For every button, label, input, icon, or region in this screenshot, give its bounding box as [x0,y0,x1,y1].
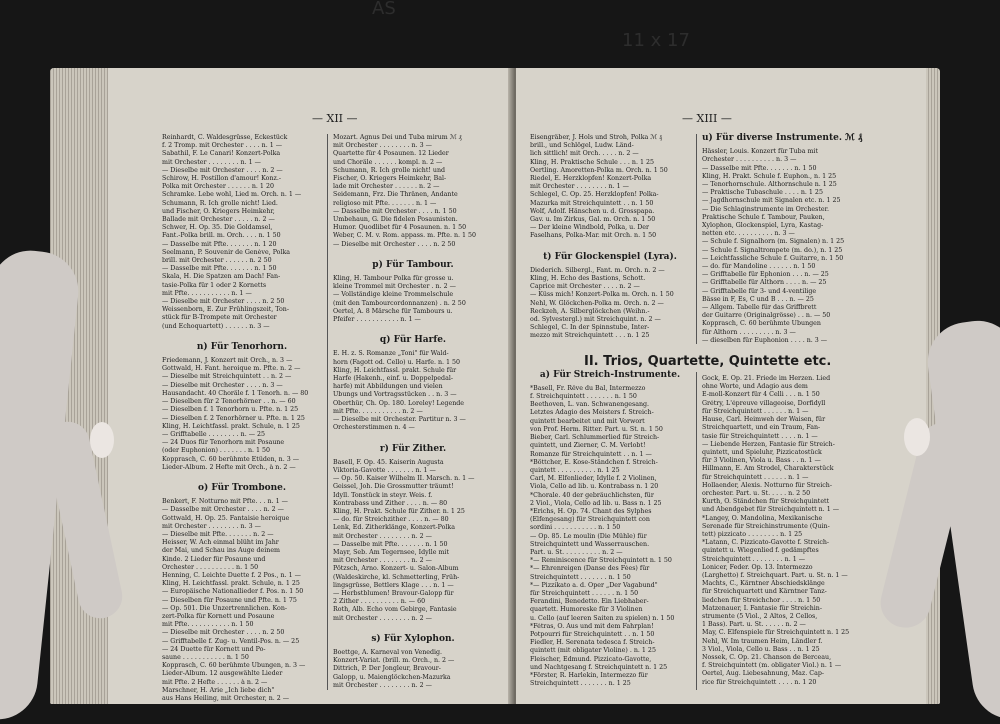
catalog-entry: — Dasselbe mit Pfte. . . . . . . n. 1 50 [333,540,448,548]
catalog-entry: für Althorn . . . . . . . . . n. 3 — [702,328,796,336]
catalog-entry: Humor. Quodlibet für 4 Posaunen. n. 1 50 [333,224,467,232]
catalog-entry: Schlegel, C. In der Spinnstube, Inter- [530,324,650,332]
catalog-entry: Matzenauer, I. Fantasie für Streichin- [702,604,822,612]
catalog-entry: Basell, F. Op. 45. Kaiserin Augusta [333,458,444,466]
catalog-entry: quartett. Humoreske für 3 Violinen [530,606,643,614]
catalog-entry: mit Pfte. . . . . . . . . . . n. 2 — [333,407,423,415]
catalog-entry: *Fétras, O. Aus und mit dem Fahrplan! [530,622,654,630]
catalog-entry: saune . . . . . . . . . . . n. 1 50 [162,653,249,661]
catalog-entry: Kopprasch, C. 60 berühmte Etüden, n. 3 — [162,455,300,463]
catalog-entry: — Op. 50. Kaiser Wilhelm II. Marsch. n. 1 — [333,475,475,483]
catalog-entry: Umbehaun, G. Die fidelen Posaunisten. [333,216,458,224]
section-heading: q) Für Harfe. [379,335,447,346]
catalog-entry: — Dieselbe mit Streichquintett . . n. 2 — [162,373,292,381]
catalog-entry: Seidemann, Frz. Die Thränen, Andante [333,191,458,199]
catalog-entry: Streichquintett und Wasserrauschen. [530,540,650,548]
catalog-entry: liedchen für Streichchor . . . . n. 1 50 [702,596,821,604]
right-page [516,68,940,704]
catalog-entry: 1 Bass). Part. u. St. . . . . . n. 2 — [702,621,806,629]
catalog-entry: (Larghetto) f. Streichquart. Part. u. St. n. 1 — [702,571,848,579]
catalog-entry: für Streichquartett und Kärntner Tanz- [702,588,827,596]
catalog-entry: und Choräle . . . . . . kompl. n. 2 — [333,158,443,166]
catalog-entry: Orchester . . . . . . . . . . n. 1 50 [162,563,259,571]
catalog-entry: Reinhardt, C. Waldesgrüsse, Eckestück [162,134,288,141]
left-column-2 [333,134,493,690]
catalog-entry: Viktoria-Gavotte . . . . . . . n. 1 — [333,466,436,474]
catalog-entry: — Allgem. Tabelle für das Griffbrett [702,304,817,312]
catalog-entry: — Dasselbe mit Orchester . . . . n. 1 50 [333,207,457,215]
catalog-entry: kleine Trommel mit Orchester . n. 2 — [333,283,456,291]
catalog-entry: Kling, H. Leichtfassl. prakt. Schule für [333,366,457,374]
catalog-entry: Schumann, R. Ich grolle nicht! und [333,166,446,174]
catalog-entry: Boettge, A. Karneval von Venedig. [333,648,443,656]
catalog-entry: Wolf, Adolf. Hänschen u. d. Grosspapa. [530,207,655,215]
catalog-entry: und Abendgebet für Streichquintett n. 1 — [702,506,839,514]
catalog-entry: Hillmann, E. Am Strodel, Charakterstück [702,465,834,473]
catalog-entry: Fant.-Polka brill. m. Orch. . . . n. 1 50 [162,232,281,240]
catalog-entry: — do. für Mandoline . . . . . . n. 1 50 [702,263,816,271]
catalog-entry: *Böttcher, E. Kose-Ständchen f. Streich- [530,458,658,466]
catalog-entry: Schwer, H. Op. 35. Die Goldamsel, [162,224,273,232]
column-divider-right [696,134,697,344]
catalog-entry: mit Orchester . . . . . . . . n. 1 — [530,183,629,191]
catalog-entry: — Die Schlaginstrumente im Orchester. [702,205,829,213]
catalog-entry: Orchester . . . . . . . . . . n. 3 — [702,156,797,164]
catalog-entry: *Erichs, H. Op. 74. Chant des Sylphes [530,507,652,515]
catalog-entry: — 24 Duos für Tenorhorn mit Posaune [162,439,285,447]
catalog-entry: Polka mit Orchester . . . . . . n. 1 20 [162,183,274,191]
catalog-entry: der Mai, und Schau ins Auge deinem [162,547,281,555]
catalog-entry: — Der kleine Windbold, Polka, u. Der [530,224,649,232]
catalog-entry: Kling, H. Echo des Bastions, Schott. [530,275,646,283]
catalog-entry: mezzo mit Streichquintett . . . n. 1 25 [530,332,650,340]
catalog-entry: f. Streichquintett (m. obligater Viol.) n. 1 — [702,662,842,670]
catalog-entry: — Grifftabelle für Althorn . . . . n. — 25 [702,279,827,287]
catalog-entry: *— Pizzikato a. d. Oper „Der Vagabund" [530,581,658,589]
catalog-entry: und Nachtgesang f. Streichquintett n. 1 25 [530,663,668,671]
catalog-entry: Reckzeh, A. Silberglöckchen (Weihn.- [530,307,650,315]
section-heading: u) Für diverse Instrumente. ℳ ₰ [702,133,863,143]
catalog-entry: Schlegel, C. Op. 25. Herzklopfen! Polka- [530,191,659,199]
catalog-entry: Kling, H. Prakt. Schule f. Euphon., n. 1 25 [702,172,837,180]
catalog-entry: od. Sylvestergl.) mit Streichquint. n. 2 — [530,316,661,324]
watermark-top: AS [372,0,396,19]
catalog-entry: Letztes Adagio des Meisters f. Streich- [530,409,654,417]
catalog-entry: Streichquintett . . . . . . . . n. 1 — [702,555,806,563]
catalog-entry: Konzert-Variat. (brill. m. Orch., n. 2 — [333,657,455,665]
catalog-entry: tasie-Polka für 1 oder 2 Kornetts [162,281,267,289]
catalog-entry: Oertling. Amoretten-Polka m. Orch. n. 1 50 [530,166,668,174]
catalog-entry: Diederich. Silbergl., Fant. m. Orch. n. 2 — [530,266,665,274]
catalog-entry: Potpourri für Streichquintett . . n. 1 50 [530,630,655,638]
catalog-entry: Kling, H. Leichtfassl. prakt. Schule, n. 1 25 [162,580,300,588]
catalog-entry: Seelmann, P. Souvenir de Genève, Polka [162,248,291,256]
catalog-entry: f. Streichquintett . . . . . . . n. 1 50 [530,393,637,401]
catalog-entry: Kopprasch, C. 60 berühmte Übungen [702,320,821,328]
catalog-entry: Sabathil, F. Le Canari! Konzert-Polka [162,150,281,158]
catalog-entry: Hausandacht. 40 Choräle f. 1 Tenorh. n. — 80 [162,389,309,397]
catalog-entry: quintett . . . . . . . . . . n. 1 25 [530,466,620,474]
section-heading: n) Für Tenorhorn. [196,341,288,352]
catalog-entry: *Latann, C. Pizzicato-Gavotte f. Streich- [702,539,830,547]
catalog-entry: Nehl, W. Glöckchen-Polka m. Orch. n. 2 — [530,299,664,307]
catalog-entry: f. 2 Tromp. mit Orchester . . . . n. 1 — [162,142,282,150]
catalog-entry: mit Orchester . . . . . . . . n. 3 — [333,142,432,150]
catalog-entry: Kling, H. Prakt. Schule für Zither. n. 1 25 [333,507,465,515]
catalog-entry: für Streichquintett . . . . . . n. 1 — [702,407,809,415]
catalog-entry: harfe) mit Abbildungen und vielen [333,383,443,391]
catalog-entry: — Europäische Nationallieder f. Pos. n. 1 50 [162,588,304,596]
catalog-entry: (Elfengesang) für Streichquintett con [530,516,650,524]
catalog-entry: — Grifftabelle für 3- und 4-ventilige [702,287,817,295]
section-heading: a) Für Streich-Instrumente. [539,369,681,380]
catalog-entry: Übungs und Vortragsstücken . . n. 3 — [333,391,457,399]
catalog-entry: Riedel, E. Herzklopfen! Konzert-Polka [530,175,652,183]
catalog-entry: netten etc. . . . . . . . . . n. 3 — [702,230,795,238]
catalog-entry: Serenade für Streichinstrumente (Quin- [702,522,830,530]
catalog-entry: Part. u. St. . . . . . . . . . n. 2 — [530,548,623,556]
catalog-entry: religioso mit Pfte. . . . . . . n. 1 — [333,199,437,207]
catalog-entry: Schirow, H. Postillon d'amour! Konz.- [162,175,281,183]
catalog-entry: — Op. 501. Die Unzertrennlichen. Kon- [162,604,288,612]
catalog-entry: mit Pfte. 2 Hefte . . . . . . à n. 2 — [162,678,268,686]
left-page [50,68,512,704]
catalog-entry: Streichquintett . . . . . . . n. 1 50 [530,573,631,581]
catalog-entry: Mozart. Agnus Dei und Tuba mirum ℳ ₰ [333,134,462,141]
watermark-bottom: 11 x 17 [622,30,690,51]
catalog-entry: — Dieselben für Posaune und Pfte. n. 1 75 [162,596,297,604]
catalog-entry: Ballade mit Orchester . . . . . n. 2 — [162,216,275,224]
catalog-entry: Hässler, Louis. Konzert für Tuba mit [702,148,818,156]
catalog-entry: Fiedler, H. Serenata tedesca f. Streich- [530,639,655,647]
catalog-entry: Caprice mit Orchester . . . . n. 2 — [530,283,640,291]
catalog-entry: Heisser, W. Ach einmal blüht im Jahr [162,539,279,547]
catalog-entry: — Dieselbe mit Orchester . . . . n. 2 50 [162,629,285,637]
catalog-entry: Xylophon, Glockenspiel, Lyra, Kastag- [702,222,824,230]
catalog-entry: stück für B-Trompete mit Orchester [162,314,277,322]
catalog-entry: tasie für Streichquintett . . . . n. 1 — [702,432,818,440]
catalog-entry: — Vollständige kleine Trommelschule [333,291,454,299]
catalog-entry: quintett, und Spieluhr, Pizzicatostück [702,448,822,456]
open-book [50,68,940,704]
catalog-entry: — Dasselbe mit Pfte. . . . . . . n. 1 50 [702,164,817,172]
catalog-entry: — Dieselben für 2 Tenorhörner . . n. — 60 [162,398,296,406]
section-heading: r) Für Zither. [379,443,447,454]
catalog-entry: 2 Zither . . . . . . . . . . n. — 60 [333,598,426,606]
catalog-entry: brill., und Schlögel, Ludw. Länd- [530,142,634,150]
catalog-entry: Gottwald, H. Fant. heroique m. Pfte. n. 2 — [162,365,301,373]
section-heading: p) Für Tambour. [372,259,454,270]
catalog-entry: — Jagdhornschule mit Signalen etc. n. 1 25 [702,197,841,205]
catalog-entry: — Schule f. Signalhorn (m. Signalen) n. 1 25 [702,238,845,246]
right-column-2 [702,134,862,687]
catalog-entry: — Grifftabelle für Ephonion . . . n. — 25 [702,271,829,279]
catalog-entry: *Chorale. 40 der gebräuchlichsten, für [530,491,654,499]
catalog-entry: — Schule f. Signaltrompete (m. do.), n. 1 25 [702,246,843,254]
catalog-entry: Fleischer, Edmund. Pizzicato-Gavotte, [530,655,652,663]
catalog-entry: lade mit Orchester . . . . . . n. 2 — [333,183,440,191]
catalog-entry: Harfe (Hakenh., einf. u. Doppelpedal- [333,375,453,383]
catalog-entry: Benkert, F. Notturno mit Pfte. . . n. 1 — [162,498,288,506]
catalog-entry: ohne Worte, und Adagio aus dem [702,383,808,391]
catalog-entry: — Dieselben f. 1 Tenorhorn u. Pfte. n. 1 25 [162,406,299,414]
catalog-entry: Faselhans, Polka-Mar. mit Orch. n. 1 50 [530,232,657,240]
section-heading: o) Für Trombone. [197,482,287,493]
catalog-entry: Pfeifer . . . . . . . . . . . n. 1 — [333,316,421,324]
catalog-entry: Nossek, C. Op. 21. Chanson de Berceau, [702,653,832,661]
catalog-entry: (Waldeskirche, kl. Schmetterling, Früh- [333,573,460,581]
catalog-entry: Kling, H. Tambour Polka für grosse u. [333,275,454,283]
catalog-entry: Galopp, u. Maienglöckchen-Mazurka [333,673,451,681]
catalog-entry: quintett (mit obligater Violine) . n. 1 25 [530,647,656,655]
catalog-entry: der Guitarre (Originalgrösse) . . n. — 50 [702,312,831,320]
catalog-entry: Quartette für 4 Posaunen. 12 Lieder [333,150,449,158]
catalog-entry: — Tenorhornschule. Althornschule n. 1 25 [702,181,837,189]
catalog-entry: Mazurka mit Streichquintett . . n. 1 50 [530,199,654,207]
catalog-entry: — Grifftabelle f. Zug- u. Ventil-Pos. n. — 25 [162,637,300,645]
right-column-1 [530,134,690,688]
catalog-entry: und Fischer, O. Kriegers Heimkehr, [162,207,275,215]
catalog-entry: (oder Euphonion) . . . . . . . n. 1 50 [162,447,271,455]
catalog-entry: Viola, Cello ad lib. u. Kontrabass n. 1 20 [530,483,659,491]
catalog-entry: zert-Polka für Kornett und Posaune [162,612,275,620]
catalog-entry: lingsgrüsse, Bettlers Klage . . . n. 1 — [333,581,454,589]
section-heading: II. Trios, Quartette, Quintette etc. [584,354,832,369]
catalog-entry: 3 Viol., Viola, Cello u. Bass . . n. 1 25 [702,645,820,653]
catalog-entry: — Dieselbe mit Orchester . . . . n. 2 50 [162,298,285,306]
catalog-entry: — Dieselbe mit Orchester . . . . n. 3 — [162,381,283,389]
left-column-1 [162,134,322,703]
catalog-entry: — Praktische Tubaschule . . . . n. 1 25 [702,189,823,197]
catalog-entry: mit Orchester . . . . . . . . n. 2 — [333,557,432,565]
catalog-entry: Grétry, L'épreuve villageoise, Dorfidyll [702,399,826,407]
catalog-entry: Lonicer, Feder. Op. 13. Intermezzo [702,563,813,571]
catalog-entry: Machts, C., Kärntner Abschiedsklänge [702,580,825,588]
catalog-entry: Schumann, R. Ich grolle nicht! Lied. [162,199,278,207]
catalog-entry: Fischer, O. Kriegers Heimkehr, Bal- [333,175,447,183]
catalog-entry: Gock, E. Op. 21. Friede im Herzen. Lied [702,375,831,383]
page-number-right: — XIII — [682,112,732,125]
section-heading: s) Für Xylophon. [371,633,455,644]
catalog-entry: 2 Viol., Viola, Cello ad lib. u. Bass n. 1 25 [530,499,662,507]
right-thumbnail [904,418,930,456]
catalog-entry: E-moll-Konzert für 4 Celli . . . n. 1 50 [702,391,820,399]
catalog-entry: Hollaender, Alexis. Notturno für Streich- [702,481,832,489]
catalog-entry: Gav. u. Im Zirkus, Gal. m. Orch. n. 1 50 [530,216,656,224]
catalog-entry: — Dieselben f. 2 Tenorhörner u. Pfte. n. 1 25 [162,414,305,422]
catalog-entry: Kontrabass und Zither . . . . n. — 80 [333,499,448,507]
left-thumbnail [90,422,114,458]
catalog-entry: Lenk, Ed. Zitherklänge, Konzert-Polka [333,524,455,532]
catalog-entry: quintett, und Zierner, C. M. Verlobt! [530,442,646,450]
catalog-entry: Bieber, Carl. Schlummerlied für Streich- [530,434,660,442]
column-divider-right-lower [696,372,697,690]
catalog-entry: E. H. z. S. Romanze „Toni" für Wald- [333,350,449,358]
catalog-entry: Streichquartett, und ein Traum, Fan- [702,424,821,432]
catalog-entry: orchester. Part. u. St. . . . . n. 2 50 [702,489,811,497]
catalog-entry: — Dieselbe mit Pfte. . . . . . . n. 2 — [162,530,274,538]
catalog-entry: — Dieselbe mit Orchester. Partitur n. 3 — [333,416,466,424]
catalog-entry: mit Pfte. . . . . . . . . . . n. 1 50 [162,621,254,629]
catalog-entry: Kinde. 2 Lieder für Posaune und [162,555,266,563]
catalog-entry: Schramke. Lebe wohl, Lied m. Orch. n. 1 — [162,191,302,199]
catalog-entry: — Liebende Herzen, Fantasie für Streich- [702,440,835,448]
catalog-entry: Romanze für Streichquintett . . n. 1 — [530,450,652,458]
page-number-left: — XII — [312,112,358,125]
catalog-entry: — Dasselbe mit Pfte. . . . . . . n. 1 50 [162,265,277,273]
catalog-entry: strumente (5 Viol., 2 Altos, 2 Cellos, [702,612,818,620]
catalog-entry: mit Orchester . . . . . . . . n. 2 — [333,681,432,689]
catalog-entry: — dieselben für Euphonion . . . . n. 3 — [702,336,828,344]
catalog-entry: mit Orchester . . . . . . . . n. 2 — [333,532,432,540]
catalog-entry: — Dieselbe mit Orchester . . . . n. 2 50 [333,240,456,248]
catalog-entry: Hause, Carl. Heimweh der Waisen, für [702,416,826,424]
catalog-entry: Henning, C. Leichte Duette f. 2 Pos., n. 1 — [162,571,301,579]
catalog-entry: Kurth, O. Ständchen für Streichquintett [702,498,830,506]
catalog-entry: Carl, M. Elfenlieder, Idylle f. 2 Violinen, [530,475,657,483]
catalog-entry: Gottwald, H. Op. 25. Fantaisie heroique [162,514,290,522]
catalog-entry: mit Orchester . . . . . . . . n. 1 — [162,158,261,166]
catalog-entry: *— Reminiscence für Streichquintett n. 1 50 [530,557,672,565]
catalog-entry: *Basell, Fr. Rêve du Bal, Intermezzo [530,384,646,392]
catalog-entry: für 3 Violinen, Viola u. Bass . . n. 1 — [702,457,821,465]
catalog-entry: quintett bearbeitet und mit Vorwort [530,417,645,425]
catalog-entry: mit Orchester . . . . . . . . n. 3 — [162,522,261,530]
catalog-entry: Marschner, H. Arie „Ich liebe dich" [162,686,275,694]
catalog-entry: Pötzsch, Arno. Konzert- u. Salon-Album [333,565,459,573]
catalog-entry: — Küss mich! Konzert-Polka m. Orch. n. 1 50 [530,291,674,299]
catalog-entry: Oertel, A. 8 Märsche für Tambours u. [333,307,453,315]
catalog-entry: Oberthür, Ch. Op. 180. Loreley! Legende [333,399,465,407]
catalog-entry: Beethoven, L. van. Schwanengesang. [530,401,650,409]
catalog-entry: Orchesterstimmen n. 4 — [333,424,415,432]
catalog-entry: u. Cello (auf leeren Saiten zu spielen) n. 1 50 [530,614,675,622]
catalog-entry: von Prof. Herm. Ritter. Part. u. St. n. 1 50 [530,425,663,433]
catalog-entry: lich sittlich! mit Orch. . . . . n. 2 — [530,150,639,158]
catalog-entry: Dittrich, P. Der Jongleur, Bravour- [333,665,441,673]
catalog-entry: — Op. 85. Le moulin (Die Mühle) für [530,532,647,540]
catalog-entry: Streichquintett . . . . . . . n. 1 25 [530,680,631,688]
column-divider-left [327,134,328,690]
catalog-entry: Eisengräber, J. Hols und Stroh, Polka ℳ ₰ [530,134,663,141]
catalog-entry: Geissel, Joh. Die Grossmutter träumt! [333,483,454,491]
catalog-entry: Skala, H. Die Spatzen am Dach! Fan- [162,273,281,281]
catalog-entry: — 24 Duette für Kornett und Po- [162,645,266,653]
catalog-entry: Lieder-Album. 2 Hefte mit Orch., à n. 2 — [162,463,296,471]
catalog-entry: quintett u. Wiegenlied f. gedämpftes [702,547,819,555]
catalog-entry: für Streichquintett . . . . . . n. 1 50 [530,589,639,597]
section-heading: t) Für Glockenspiel (Lyra). [543,251,677,262]
catalog-entry: Friedemann, J. Konzert mit Orch., n. 3 — [162,357,293,365]
catalog-entry: Mayr, Seb. Am Tegernsee, Idylle mit [333,548,449,556]
catalog-entry: (mit den Tambourcordonnanzen) . n. 2 50 [333,299,466,307]
catalog-entry: — Herbstblumen! Bravour-Galopp für [333,589,454,597]
catalog-entry: Weissenborn, E. Zur Frühlingszeit, Ton- [162,306,289,314]
catalog-entry: horn (Fagott od. Cello) u. Harfe. n. 1 50 [333,358,461,366]
catalog-entry: — Dasselbe mit Orchester . . . . n. 2 — [162,506,284,514]
catalog-entry: Kling, H. Praktische Schule . . . n. 1 25 [530,158,655,166]
catalog-entry: — do. für Streichzither . . . . n. — 80 [333,516,449,524]
catalog-entry: Nehl, W. Im traumen Heim, Ländler f. [702,637,823,645]
catalog-entry: (und Echoquartett) . . . . . . n. 3 — [162,322,270,330]
catalog-entry: sordini . . . . . . . . . . . n. 1 50 [530,524,621,532]
catalog-entry: *Förster, R. Harlekin, Intermezzo für [530,671,648,679]
catalog-entry: mit Pfte. . . . . . . . . . . n. 1 — [162,289,252,297]
catalog-entry: brill. mit Orchester . . . . . . n. 2 50 [162,257,272,265]
catalog-entry: Kling, H. Leichtfassl. prakt. Schule, n. 1 25 [162,422,300,430]
catalog-entry: Praktische Schule f. Tambour, Pauken, [702,213,825,221]
catalog-entry: Oertel, Aug. Liebesahnung, Maz. Cap- [702,670,824,678]
catalog-entry: Ferandini, Benedetto. Ein Liebhaber- [530,598,649,606]
catalog-entry: Weber, C. M. v. Rom. appass. m. Pfte. n. 1 50 [333,232,477,240]
catalog-entry: — Dieselbe mit Orchester . . . . n. 2 — [162,166,283,174]
catalog-entry: mit Orchester . . . . . . . . n. 2 — [333,614,432,622]
catalog-entry: *— Ehrenreigen (Danse des Fées) für [530,565,650,573]
catalog-entry: — Dasselbe mit Pfte. . . . . . . n. 1 20 [162,240,277,248]
catalog-entry: aus Hans Heiling, mit Orchester, n. 2 — [162,695,290,702]
catalog-entry: — Grifftabelle . . . . . . . . n. — 25 [162,430,266,438]
catalog-entry: May, C. Elfenspiele für Streichquintett n. 1 25 [702,629,850,637]
catalog-entry: Bässe in F, Es, C und B . . . n. — 25 [702,295,814,303]
catalog-entry: — Leichtfassliche Schule f. Guitarre, n. 1 50 [702,254,844,262]
catalog-entry: Lieder-Album. 12 ausgewählte Lieder [162,670,283,678]
catalog-entry: rice für Streichquintett . . . . n. 1 20 [702,678,817,686]
catalog-entry: Idyll. Tonstück in steyr. Weis. f. [333,491,433,499]
catalog-entry: Roth, Alb. Echo vom Gebirge, Fantasie [333,606,457,614]
catalog-entry: tett) pizzicato . . . . . . . . n. 1 25 [702,530,803,538]
catalog-entry: für Streichquintett . . . . . . n. 1 — [702,473,809,481]
catalog-entry: Kopprasch, C. 60 berühmte Übungen, n. 3 — [162,662,306,670]
catalog-entry: *Langey, O. Mandolina, Mexikanische [702,514,823,522]
